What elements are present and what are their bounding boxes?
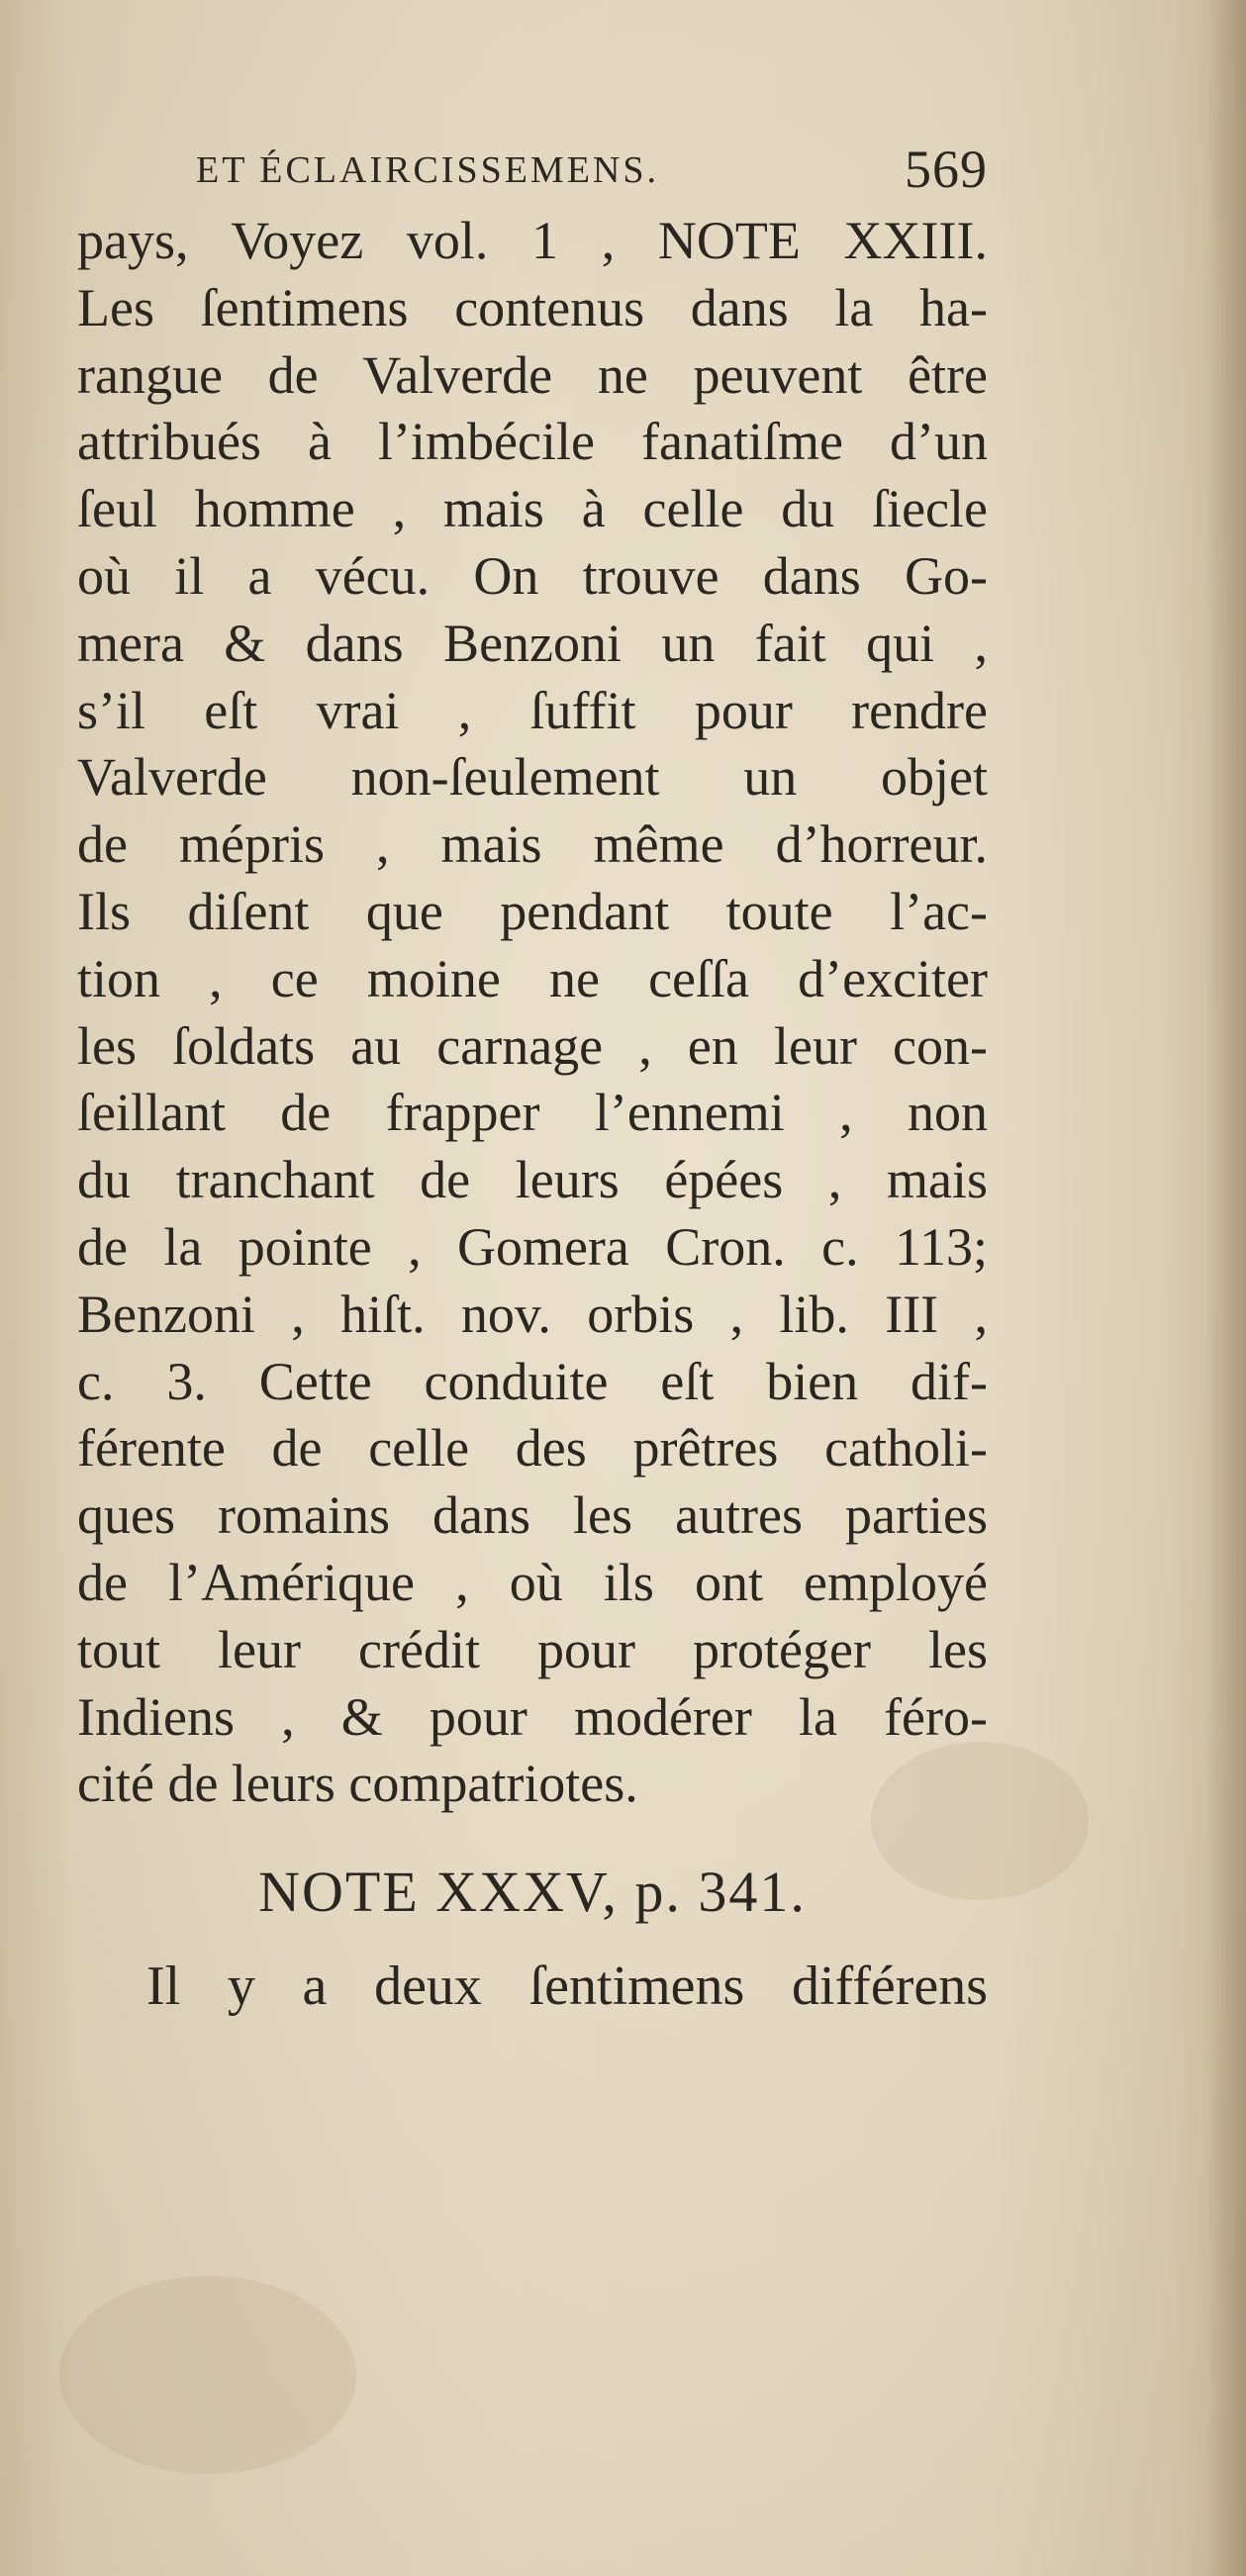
text-line: s’il eſt vrai , ſuffit pour rendre [77,680,988,740]
text-line: ſeul homme , mais à celle du ſiecle [77,479,988,539]
text-line: tout leur crédit pour protéger les [77,1619,988,1679]
paper-stain [59,2276,356,2474]
text-line: Ils diſent que pendant toute l’ac- [77,881,988,941]
text-line: mera & dans Benzoni un fait qui , [77,613,988,673]
running-head [77,139,988,208]
note-body [77,208,988,1818]
text-line: tion , ce moine ne ceſſa d’exciter [77,948,988,1008]
text-line: Benzoni , hiſt. nov. orbis , lib. III , [77,1284,988,1344]
text-line: pays, Voyez vol. 1 , NOTE XXIII. [77,211,988,270]
text-line: de l’Amérique , où ils ont employé [77,1552,988,1612]
text-block [77,139,988,2026]
note-first-line: Il y a deux ſentimens différens [146,1956,988,2018]
text-line: du tranchant de leurs épées , mais [77,1150,988,1210]
text-line: de mépris , mais même d’horreur. [77,814,988,875]
text-line: ques romains dans les autres parties [77,1485,988,1546]
page-number: 569 [905,140,988,199]
page-edge-shadow [1206,0,1246,2576]
text-line: ſeillant de frapper l’ennemi , non [77,1083,988,1143]
text-line: les ſoldats au carnage , en leur con- [77,1015,988,1076]
text-line: Indiens , & pour modérer la féro- [77,1686,988,1747]
text-line: cité de leurs compatriotes. [77,1754,638,1814]
text-line: c. 3. Cette conduite eſt bien dif- [77,1351,988,1411]
running-title: ET ÉCLAIRCISSEMENS. [196,149,660,191]
text-line: rangue de Valverde ne peuvent être [77,344,988,405]
text-line: férente de celle des prêtres catholi- [77,1418,988,1479]
text-line: de la pointe , Gomera Cron. c. 113; [77,1216,988,1277]
text-line: attribués à l’imbécile fanatiſme d’un [77,412,988,472]
text-line: Valverde non-ſeulement un objet [77,747,988,808]
text-line: où il a vécu. On trouve dans Go- [77,545,988,606]
note-heading: NOTE XXXV, p. 341. [258,1860,807,1925]
text-line: Les ſentimens contenus dans la ha- [77,277,988,337]
